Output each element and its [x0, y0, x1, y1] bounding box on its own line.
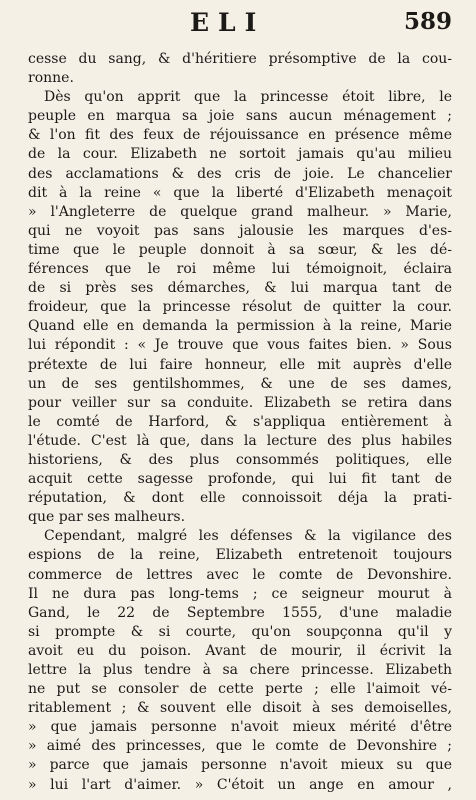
text-line: un de ses gentilshommes, & une de ses dames, [28, 375, 452, 392]
text-line: » parce que jamais personne n'avoit mieux su que [28, 757, 452, 774]
text-line: avoit eu du poison. Avant de mourir, il écrivit la [28, 642, 452, 659]
text-line: lui répondit : « Je trouve que vous faites bien. » Sous [28, 337, 452, 354]
text-line: time que le peuple donnoit à sa sœur, & les dé- [28, 241, 452, 258]
text-line: » que jamais personne n'avoit mieux mérité d'être [28, 719, 452, 736]
text-line: ne put se consoler de cette perte ; elle l'aimoit vé- [28, 681, 452, 698]
body-text [28, 50, 452, 795]
text-line: » l'Angleterre de quelque grand malheur. » Marie, [28, 203, 452, 220]
text-line: ritablement ; & souvent elle disoit à ses demoiselles, [28, 700, 452, 717]
text-line: ronne. [28, 70, 74, 87]
text-line: Dès qu'on apprit que la princesse étoit libre, le [44, 89, 452, 106]
running-header [28, 8, 452, 44]
text-line: dit à la reine « que la liberté d'Elizabeth menaçoit [28, 184, 452, 201]
text-line: de si près ses démarches, & lui marqua tant de [28, 280, 452, 297]
text-line: pour veiller sur sa conduite. Elizabeth se retira dans [28, 394, 452, 411]
text-line: & l'on fit des feux de réjouissance en présence même [28, 127, 452, 144]
page-number: 589 [403, 8, 452, 35]
text-line: des acclamations & des cris de joie. Le chancelier [28, 165, 452, 182]
text-line: acquit cette sagesse profonde, qui lui fit tant de [28, 471, 452, 488]
text-line: » aimé des princesses, que le comte de Devonshire ; [28, 738, 452, 755]
text-line: si prompte & si courte, qu'on soupçonna qu'il y [28, 623, 452, 640]
text-line: Quand elle en demanda la permission à la reine, Marie [28, 318, 452, 335]
text-line: le comté de Harford, & s'appliqua entièrement à [28, 413, 452, 430]
text-line: Il ne dura pas long-tems ; ce seigneur mourut à [28, 585, 452, 602]
text-line: de la cour. Elizabeth ne sortoit jamais qu'au milieu [28, 146, 452, 163]
text-line: réputation, & dont elle connoissoit déja la prati- [28, 490, 452, 507]
text-line: historiens, & des plus consommés politiques, elle [28, 451, 452, 468]
text-line: espions de la reine, Elizabeth entretenoit toujours [28, 547, 452, 564]
text-line: lettre la plus tendre à sa chere princesse. Elizabeth [28, 662, 452, 678]
text-line: peuple en marqua sa joie sans aucun ménagement ; [28, 108, 452, 125]
text-line: férences que le roi même lui témoignoit, éclaira [28, 261, 452, 278]
text-line: » lui l'art d'aimer. » C'étoit un ange en amour , [28, 776, 452, 793]
text-line: commerce de lettres avec le comte de Devonshire. [28, 566, 452, 583]
running-title: ELI [190, 8, 266, 37]
text-line: Gand, le 22 de Septembre 1555, d'une maladie [28, 604, 452, 621]
text-line: que par ses malheurs. [28, 509, 186, 526]
text-line: froideur, que la princesse résolut de quitter la cour. [28, 299, 452, 316]
text-line: Cependant, malgré les défenses & la vigilance des [44, 528, 452, 545]
text-line: cesse du sang, & d'héritiere présomptive de la cou- [28, 51, 452, 67]
text-line: l'étude. C'est là que, dans la lecture des plus habiles [28, 432, 452, 449]
text-line: qui ne voyoit pas sans jalousie les marques d'es- [28, 222, 452, 239]
text-line: prétexte de lui faire honneur, elle mit auprès d'elle [28, 356, 452, 373]
